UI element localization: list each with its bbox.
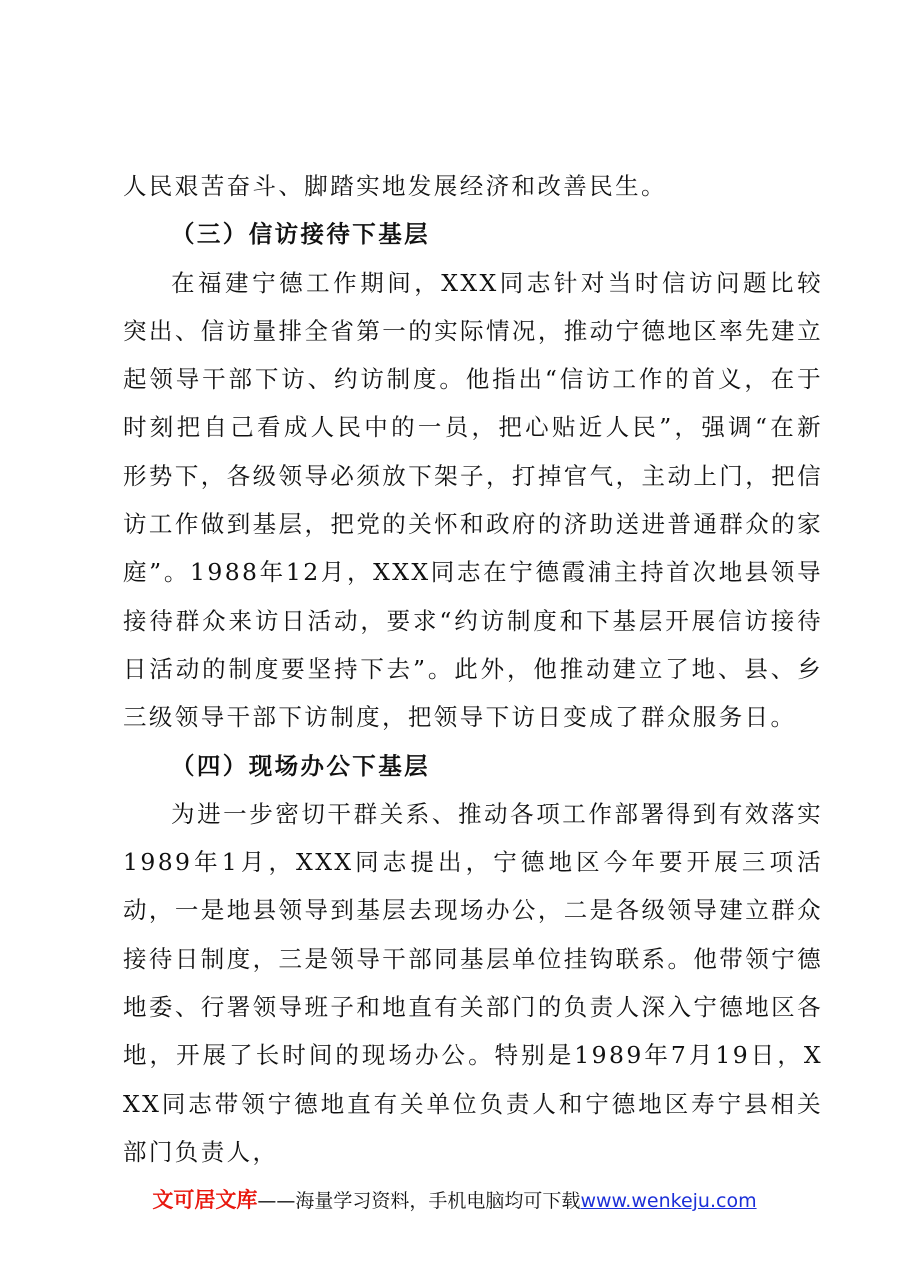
paragraph-onsite-office: 为进一步密切干群关系、推动各项工作部署得到有效落实1989年1月，XXX同志提出，宁德地区今年要开展三项活动，一是地县领导到基层去现场办公，二是各级领导建立群众接待日制度，三是领导干部同基层单位挂钩联系。他带领宁德地委、行署领导班子和地直有关部门的负责人深入宁德地区各地，开展了长时间的现场办公。特别是1989年7月19日，XXX同志带领宁德地直有关单位负责人和宁德地区寿宁县相关部门负责人，	[123, 799, 823, 1166]
document-body	[123, 162, 823, 1176]
footer-brand: 文可居文库	[152, 1188, 258, 1212]
footer-slogan: ——海量学习资料，手机电脑均可下载	[257, 1190, 581, 1212]
section-heading-4: （四）现场办公下基层	[171, 751, 430, 780]
paragraph-continuation: 人民艰苦奋斗、脚踏实地发展经济和改善民生。	[123, 172, 667, 200]
section-heading-3: （三）信访接待下基层	[171, 220, 430, 249]
paragraph-petition: 在福建宁德工作期间，XXX同志针对当时信访问题比较突出、信访量排全省第一的实际情况，推动宁德地区率先建立起领导干部下访、约访制度。他指出“信访工作的首义，在于时刻把自己看成人民中的一员，把心贴近人民”，强调“在新形势下，各级领导必须放下架子，打掉官气，主动上门，把信访工作做到基层，把党的关怀和政府的济助送进普通群众的家庭”。1988年12月，XXX同志在宁德霞浦主持首次地县领导接待群众来访日活动，要求“约访制度和下基层开展信访接待日活动的制度要坚持下去”。此外，他推动建立了地、县、乡三级领导干部下访制度，把领导下访日变成了群众服务日。	[123, 268, 823, 732]
footer-banner	[0, 1184, 909, 1214]
footer-site-link[interactable]: www.wenkeju.com	[580, 1190, 757, 1212]
